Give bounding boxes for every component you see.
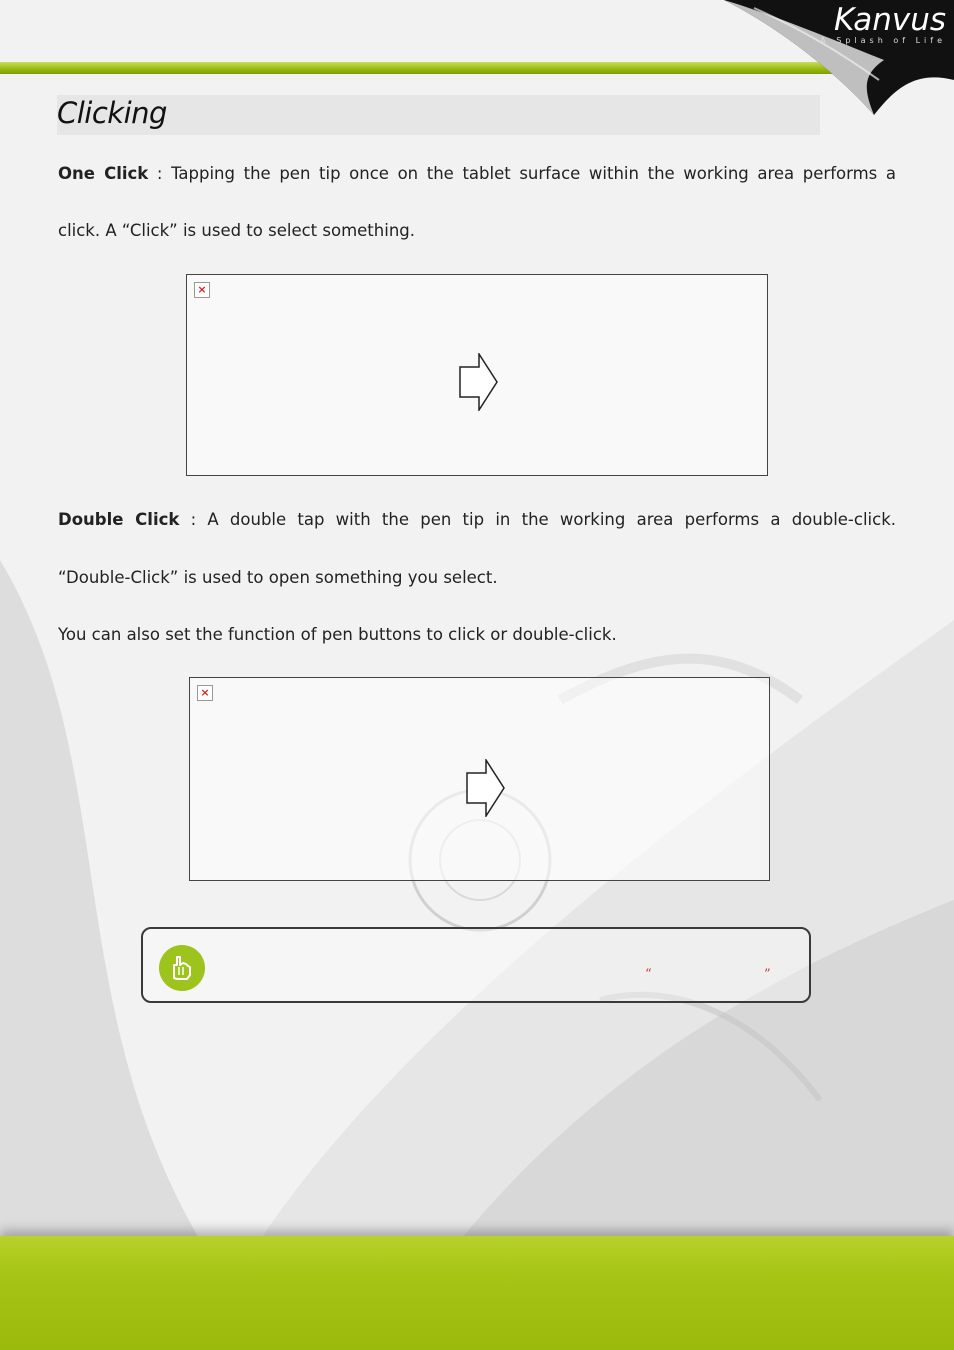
note-close-quote: ”: [764, 967, 771, 982]
double-click-line-3: You can also set the function of pen buttons to click or double-click.: [58, 625, 617, 644]
one-click-line-2: click. A “Click” is used to select something.: [58, 221, 415, 240]
double-click-line-1: [58, 510, 896, 529]
heading-bar: [57, 95, 820, 135]
hollow-right-arrow-icon: [459, 353, 499, 411]
note-box: [141, 927, 811, 1003]
hollow-right-arrow-icon: [466, 759, 506, 817]
double-click-term: Double Click: [58, 510, 180, 529]
broken-image-icon: ×: [194, 282, 210, 298]
pen-hand-icon: [159, 945, 205, 991]
broken-image-icon: ×: [197, 685, 213, 701]
one-click-term: One Click: [58, 164, 149, 183]
brand-logo: Kanvus: [833, 2, 946, 38]
section-heading: Clicking: [57, 96, 167, 130]
double-click-line-2: “Double-Click” is used to open something you select.: [58, 568, 498, 587]
note-open-quote: “: [645, 967, 652, 982]
double-click-text-1: : A double tap with the pen tip in the working area performs a double-click.: [179, 510, 896, 529]
brand-tagline: A Splash of Life: [820, 36, 946, 45]
one-click-text-1: : Tapping the pen tip once on the tablet surface within the working area performs a: [148, 164, 896, 183]
one-click-line-1: [58, 164, 896, 183]
double-click-figure: [189, 677, 770, 881]
one-click-figure: [186, 274, 768, 476]
bottom-green-band: [0, 1236, 954, 1350]
